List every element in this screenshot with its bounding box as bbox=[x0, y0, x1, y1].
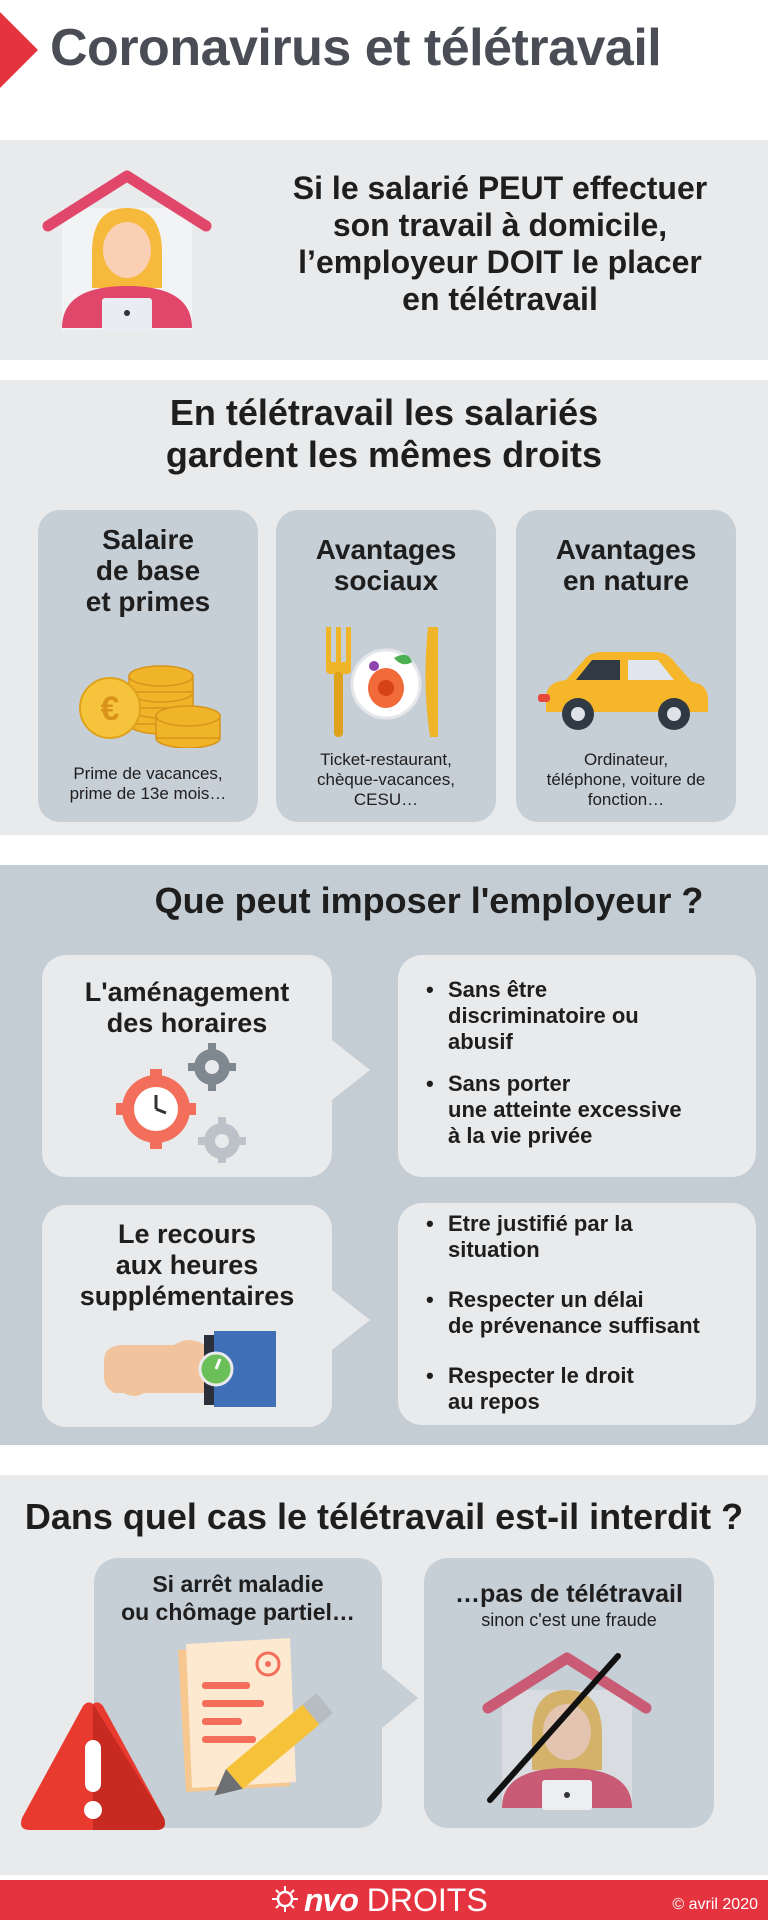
conditions-list bbox=[426, 1211, 736, 1431]
card-title: Salaire de base et primes bbox=[85, 524, 211, 617]
wristwatch-icon bbox=[104, 1327, 284, 1412]
condition-item: • Sans porter une atteinte excessive à la vie privée bbox=[426, 1071, 736, 1149]
rights-card-benefits bbox=[516, 510, 736, 822]
pointer-arrow bbox=[332, 1040, 370, 1100]
card-subtitle: Prime de vacances, prime de 13e mois… bbox=[69, 764, 227, 803]
topic-title: Le recours aux heures supplémentaires bbox=[79, 1219, 295, 1311]
rights-card-social bbox=[276, 510, 496, 822]
employer-conditions-overtime bbox=[398, 1203, 756, 1425]
logo-nvo: nvo bbox=[304, 1882, 358, 1918]
intro-line: l’employeur DOIT le placer bbox=[298, 244, 702, 280]
employer-title: Que peut imposer l'employeur ? bbox=[154, 880, 704, 921]
card-title: Avantages sociaux bbox=[315, 534, 457, 596]
intro-line: son travail à domicile, bbox=[332, 207, 668, 243]
warning-icon bbox=[18, 1700, 168, 1835]
document-pen-icon bbox=[172, 1636, 342, 1796]
car-icon bbox=[536, 638, 716, 738]
intro-line: en télétravail bbox=[402, 281, 598, 317]
condition-item: • Etre justifié par la situation bbox=[426, 1211, 736, 1263]
rights-title-line: gardent les mêmes droits bbox=[165, 434, 603, 475]
forbidden-title: Dans quel cas le télétravail est-il interdit ? bbox=[24, 1496, 744, 1537]
intro-line: Si le salarié PEUT effectuer bbox=[292, 170, 708, 206]
card-title: Avantages en nature bbox=[555, 534, 697, 596]
footer-logo bbox=[304, 1882, 488, 1918]
card-subtitle: Ticket-restaurant, chèque-vacances, CESU… bbox=[317, 750, 455, 809]
meal-icon bbox=[316, 622, 456, 742]
condition-item: • Respecter un délai de prévenance suffisant bbox=[426, 1287, 736, 1339]
pointer-arrow bbox=[382, 1668, 418, 1728]
virus-logo-icon bbox=[272, 1886, 298, 1912]
coins-icon bbox=[76, 638, 226, 748]
forbidden-case-text: Si arrêt maladie ou chômage partiel… bbox=[121, 1571, 355, 1625]
employer-conditions-schedule bbox=[398, 955, 756, 1177]
home-worker-icon bbox=[42, 168, 212, 333]
condition-item: • Sans être discriminatoire ou abusif bbox=[426, 977, 736, 1055]
svg-text:€: € bbox=[100, 690, 120, 728]
condition-item: • Respecter le droit au repos bbox=[426, 1363, 736, 1415]
employer-topic-overtime bbox=[42, 1205, 332, 1427]
rights-title-line: En télétravail les salariés bbox=[169, 392, 599, 433]
consequence-subtitle: sinon c'est une fraude bbox=[481, 1610, 657, 1630]
rights-card-salary bbox=[38, 510, 258, 822]
intro-statement bbox=[250, 170, 750, 318]
page-title: Coronavirus et télétravail bbox=[50, 19, 662, 77]
pointer-arrow bbox=[332, 1290, 370, 1350]
home-worker-crossed-icon bbox=[482, 1650, 652, 1810]
employer-topic-schedule bbox=[42, 955, 332, 1177]
topic-title: L'aménagement des horaires bbox=[84, 977, 290, 1038]
clock-gears-icon bbox=[116, 1043, 246, 1163]
card-subtitle: Ordinateur, téléphone, voiture de fonction… bbox=[546, 750, 706, 809]
forbidden-consequence-box bbox=[424, 1558, 714, 1828]
consequence-title: …pas de télétravail bbox=[455, 1580, 683, 1608]
header-arrow-icon bbox=[0, 12, 38, 88]
conditions-list bbox=[426, 977, 736, 1165]
logo-droits: DROITS bbox=[366, 1882, 488, 1918]
copyright: © avril 2020 bbox=[672, 1896, 758, 1913]
rights-title bbox=[0, 392, 768, 476]
